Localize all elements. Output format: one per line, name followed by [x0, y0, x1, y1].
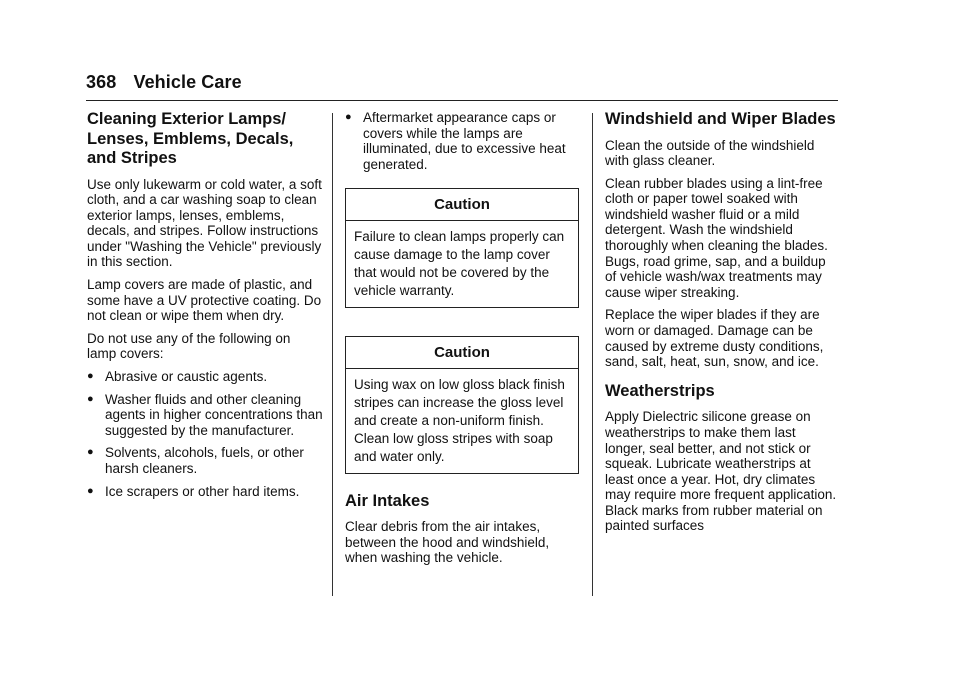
list-item-text: Solvents, alcohols, fuels, or other harsh cleaners.: [105, 445, 304, 476]
bullet-icon: ●: [87, 370, 94, 383]
list-item: [87, 484, 323, 500]
list-item: [345, 110, 579, 172]
caution-body: Failure to clean lamps properly can cause damage to the lamp cover that would not be covered by the vehicle warranty.: [354, 228, 565, 298]
list-item: [87, 392, 323, 439]
caution-title: Caution: [346, 189, 578, 221]
list-item-text: Ice scrapers or other hard items.: [105, 483, 300, 499]
bullet-icon: ●: [87, 446, 94, 459]
caution-box: [345, 336, 579, 474]
paragraph: Clean the outside of the windshield with glass cleaner.: [605, 137, 815, 169]
header-rule: [86, 100, 838, 101]
paragraph: Replace the wiper blades if they are worn or damaged. Damage can be caused by extreme dusty conditions, sand, salt, heat, sun, snow, and ice.: [605, 307, 824, 370]
list-item: [87, 445, 323, 476]
heading-windshield-wiper-blades: Windshield and Wiper Blades: [605, 110, 836, 128]
page-header: [86, 72, 242, 93]
list-item: [87, 369, 323, 385]
caution-title: Caution: [346, 337, 578, 369]
list-item-text: Washer fluids and other cleaning agents in higher concentrations than suggested by the manufacturer.: [105, 391, 323, 438]
caution-body: Using wax on low gloss black finish stripes can increase the gloss level and create a non-uniform finish. Clean low gloss stripes with soap and water only.: [354, 376, 565, 464]
column-3: [605, 110, 839, 541]
list-item-text: Aftermarket appearance caps or covers while the lamps are illuminated, due to excessive heat generated.: [363, 110, 566, 172]
bullet-icon: ●: [87, 484, 94, 497]
heading-air-intakes: Air Intakes: [345, 491, 430, 510]
paragraph: Clear debris from the air intakes, between the hood and windshield, when washing the vehicle.: [345, 519, 550, 566]
column-2: [345, 110, 579, 573]
heading-weatherstrips: Weatherstrips: [605, 381, 715, 400]
bullet-icon: ●: [345, 111, 352, 123]
paragraph: Lamp covers are made of plastic, and some have a UV protective coating. Do not clean or wipe them when dry.: [87, 277, 322, 324]
bullet-icon: ●: [87, 392, 94, 405]
paragraph: Clean rubber blades using a lint-free cloth or paper towel soaked with windshield washer fluid or a mild detergent. Wash the windshield thoroughly when cleaning the blades. Bugs, road grime, sap, and a buildup of vehicle wash/wax treatments may cause wiper streaking.: [605, 175, 828, 300]
column-1: [87, 110, 323, 506]
column-divider-2: [592, 113, 593, 596]
page-number: 368: [86, 72, 117, 92]
paragraph: Apply Dielectric silicone grease on weatherstrips to make them last longer, seal better, and not stick or squeak. Lubricate weatherstrips at least once a year. Hot, dry climates may require more frequent application. Black marks from rubber material on painted surfaces: [605, 409, 837, 534]
column-divider-1: [332, 113, 333, 596]
list-item-text: Abrasive or caustic agents.: [105, 369, 268, 385]
caution-box: [345, 188, 579, 308]
heading-cleaning-exterior-lamps: Cleaning Exterior Lamps/ Lenses, Emblems, Decals, and Stripes: [87, 110, 294, 167]
paragraph: Do not use any of the following on lamp covers:: [87, 330, 291, 362]
paragraph: Use only lukewarm or cold water, a soft cloth, and a car washing soap to clean exterior lamps, lenses, emblems, decals, and stripes. Follow instructions under "Washing the Vehicle" previously in this section.: [87, 176, 322, 270]
section-title: Vehicle Care: [133, 72, 242, 92]
